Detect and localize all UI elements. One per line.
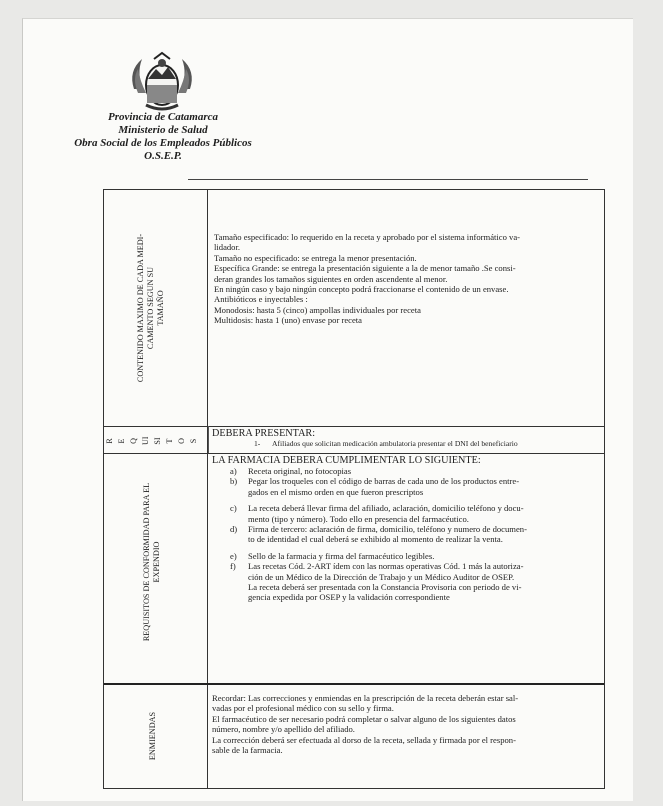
conformidad-section-label: REQUISITOS DE CONFORMIDAD PARA EL EXPENDIO — [142, 482, 161, 642]
list-item: b) Pegar los troqueles con el código de barras de cada uno de los productos entre- gados en el mismo orden en que fueron prescriptos — [230, 476, 520, 497]
list-item: c) La receta deberá llevar firma del afiliado, aclaración, domicilio teléfono y docu- mento (tipo y número). Todo ello en presencia del farmacéutico. — [230, 503, 524, 524]
enmiendas-section-text: Recordar: Las correcciones y enmiendas en la prescripción de la receta deberán estar sal- vadas por el profesional médico con su sello y firma. El farmacéutico de ser necesario podrá completar o salvar alguno de los siguientes datos número, nombre y/o apellido del afiliado. La corrección deberá ser efectuada al dorso de la receta, sellada y firmada por el respon- sable de la farmacia. — [212, 693, 519, 756]
requisitos-title: DEBERA PRESENTAR: — [212, 428, 316, 439]
contenido-section-label: CONTENIDO MAXIMO DE CADA MEDI- CAMENTO SEGUN SU TAMAÑO — [136, 233, 165, 383]
requisitos-section-text: DEBERA PRESENTAR: 1- Afiliados que solicitan medicación ambulatoria presentar el DNI del beneficiario — [212, 428, 518, 448]
province-name: Provincia de Catamarca — [108, 111, 218, 123]
rules-table — [103, 189, 605, 789]
list-item: e) Sello de la farmacia y firma del farmacéutico legibles. — [230, 550, 435, 561]
enmiendas-section-label: ENMIENDAS — [148, 711, 157, 761]
letterhead — [43, 111, 283, 163]
document-page — [22, 18, 633, 801]
requisitos-item: Afiliados que solicitan medicación ambulatoria presentar el DNI del beneficiario — [272, 439, 518, 448]
ministry-name: Ministerio de Salud — [118, 124, 208, 136]
list-item: d) Firma de tercero: aclaración de firma, domicilio, teléfono y numero de documen- to de identidad el cual deberá se exhibido al momento de realizar la venta. — [230, 524, 527, 545]
list-item: a) Receta original, no fotocopias — [230, 466, 352, 476]
column-divider — [207, 190, 208, 788]
list-item: f) Las recetas Cód. 2-ART ídem con las normas operativas Cód. 1 más la autoriza- ción de un Médico de la Dirección de Trabajo y un Médico Auditor de OSEP. La receta deberá ser presentada con la Constancia Provisoria con periodo de vi- gencia expedida por OSEP y la validación correspondiente — [230, 561, 524, 603]
row-divider — [104, 426, 604, 427]
contenido-section-text: Tamaño especificado: lo requerido en la receta y aprobado por el sistema informático va- lidador. Tamaño no especificado: se entrega la menor presentación. Específica Grande: se entrega la presentación siguiente a la de menor tamaño .Se consi- deran grandes los tamaños siguientes en orden ascendente al menor. En ningún caso y bajo ningún concepto podrá fraccionarse el contenido de un envase. Antibióticos e inyectables : Monodosis: hasta 5 (cinco) ampollas individuales por receta Multidosis: hasta 1 (uno) envase por receta — [214, 232, 521, 326]
header-divider — [188, 179, 588, 180]
coat-of-arms-emblem — [126, 49, 198, 115]
institution-name: Obra Social de los Empleados Públicos — [74, 137, 252, 149]
requisitos-section-label: R E Q UI SI T O S — [105, 436, 198, 445]
row-divider — [104, 453, 604, 454]
row-divider — [104, 683, 604, 685]
institution-acronym: O.S.E.P. — [144, 150, 182, 162]
conformidad-section-text — [212, 455, 527, 603]
conformidad-title: LA FARMACIA DEBERA CUMPLIMENTAR LO SIGUIENTE: — [212, 455, 481, 466]
